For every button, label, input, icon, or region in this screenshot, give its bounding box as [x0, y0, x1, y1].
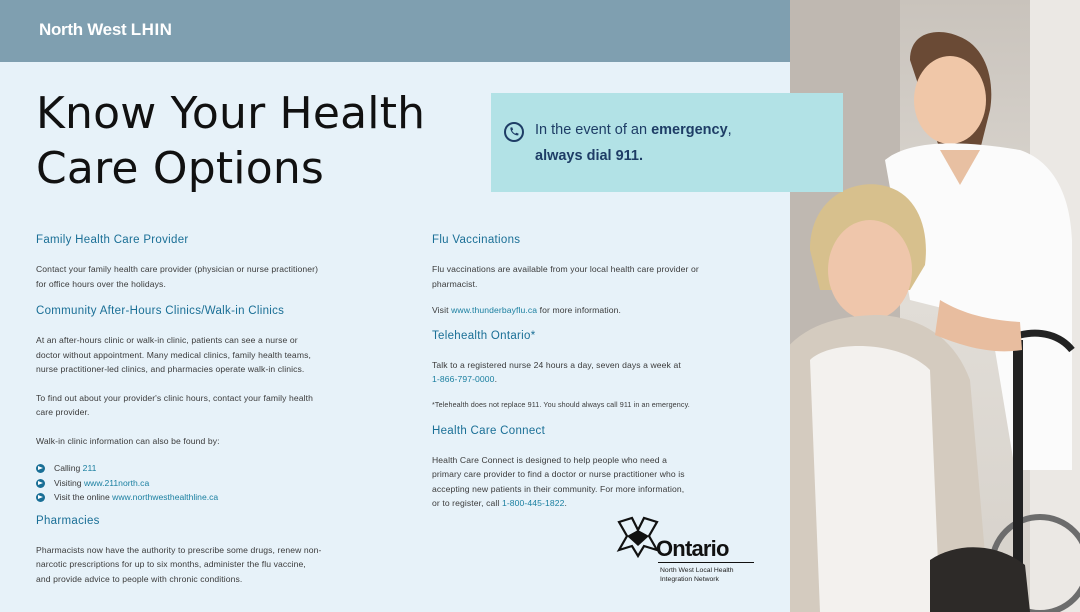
- bullet-text: Calling: [54, 463, 83, 473]
- flu-visit-pre: Visit: [432, 305, 452, 315]
- emergency-callout: [491, 93, 843, 192]
- hcc-l3: accepting new patients in their community. For more information,: [432, 483, 685, 494]
- arrow-right-icon: [36, 464, 45, 473]
- bullet-text: Visit the online: [54, 492, 113, 502]
- clinics-p3: Walk-in clinic information can also be found by:: [36, 435, 220, 446]
- logo-text-a: North West: [39, 20, 131, 39]
- arrow-right-icon: [36, 479, 45, 488]
- right-column: [432, 232, 752, 511]
- hcc-l2: primary care provider to find a doctor or nurse practitioner who is: [432, 469, 685, 479]
- clinics-p2: [36, 391, 396, 420]
- list-item: [36, 490, 396, 505]
- telehealth-heading: Telehealth Ontario*: [432, 329, 536, 342]
- tele-l1: Talk to a registered nurse 24 hours a day, seven days a week at: [432, 359, 681, 370]
- page-title: [36, 86, 425, 196]
- emergency-text: [535, 117, 732, 169]
- phone-211-link[interactable]: 211: [82, 463, 97, 473]
- ontario-subtitle: [660, 566, 734, 584]
- lhin-logo: [39, 20, 172, 40]
- title-line-1: Know Your Health: [36, 88, 426, 139]
- trillium-icon: [616, 516, 660, 558]
- flu-body: [432, 262, 752, 291]
- hcc-body: [432, 453, 752, 511]
- clinics-p2-l2: care provider.: [36, 407, 90, 417]
- flu-visit: [432, 303, 752, 318]
- ontario-wordmark: Ontario: [656, 536, 729, 561]
- ontario-logo: [616, 516, 766, 596]
- flu-heading: Flu Vaccinations: [432, 234, 521, 246]
- ontario-sub-1: North West Local Health: [660, 567, 734, 574]
- thunderbayflu-link[interactable]: www.thunderbayflu.ca: [451, 305, 538, 315]
- left-column: [36, 232, 396, 586]
- family-body: [36, 262, 396, 291]
- hcc-dot: .: [564, 498, 567, 508]
- emergency-text-2: ,: [727, 122, 732, 138]
- flu-visit-post: for more information.: [537, 305, 622, 315]
- title-line-2: Care Options: [36, 143, 325, 194]
- hcc-l1: Health Care Connect is designed to help people who need a: [432, 454, 668, 465]
- clinics-p1: [36, 333, 396, 377]
- flu-l2: pharmacist.: [432, 278, 478, 289]
- pharmacies-heading: Pharmacies: [36, 514, 100, 527]
- emergency-bold-2: always dial 911.: [535, 148, 644, 164]
- pharm-l2: narcotic prescriptions for up to six months, administer the flu vaccine,: [36, 559, 306, 569]
- header-bar: [0, 0, 790, 62]
- walk-in-list: [36, 461, 396, 505]
- arrow-right-icon: [36, 493, 45, 502]
- logo-text-b: LHIN: [130, 20, 173, 39]
- clinics-p2-l1: To find out about your provider's clinic hours, contact your family health: [36, 392, 314, 403]
- nurse-patient-photo: [790, 0, 1080, 612]
- emergency-text-1: In the event of an: [535, 122, 652, 138]
- clinics-p1-l2: doctor without appointment. Many medical clinics, family health teams,: [36, 349, 311, 360]
- 211north-link[interactable]: www.211north.ca: [83, 477, 150, 488]
- hcc-phone-link[interactable]: 1-800-445-1822: [501, 498, 565, 508]
- family-body-2: for office hours over the holidays.: [36, 278, 166, 289]
- family-body-1: Contact your family health care provider (physician or nurse practitioner): [36, 264, 319, 274]
- telehealth-phone-link[interactable]: 1-866-797-0000: [432, 374, 495, 384]
- flu-l1: Flu vaccinations are available from your local health care provider or: [432, 264, 699, 274]
- pharm-l3: and provide advice to people with chronic conditions.: [36, 573, 243, 584]
- pharmacies-body: [36, 543, 396, 587]
- tele-dot: .: [494, 374, 498, 384]
- list-item: [36, 461, 396, 476]
- clinics-p1-l3: nurse practitioner-led clinics, and pharmacies operate walk-in clinics.: [36, 364, 305, 374]
- hcc-l4-pre: or to register, call: [432, 498, 502, 508]
- list-item: [36, 476, 396, 491]
- hcc-heading: Health Care Connect: [432, 424, 546, 437]
- healthline-link[interactable]: www.northwesthealthline.ca: [112, 492, 219, 502]
- telehealth-note: *Telehealth does not replace 911. You should always call 911 in an emergency.: [432, 399, 690, 409]
- pharm-l1: Pharmacists now have the authority to prescribe some drugs, renew non-: [36, 544, 322, 555]
- ontario-rule: [658, 562, 754, 563]
- bullet-text: Visiting: [54, 477, 84, 488]
- family-heading: Family Health Care Provider: [36, 234, 189, 246]
- ontario-sub-2: Integration Network: [660, 576, 719, 583]
- telehealth-body: [432, 358, 752, 387]
- clinics-p1-l1: At an after-hours clinic or walk-in clinic, patients can see a nurse or: [36, 335, 298, 345]
- phone-icon: [504, 122, 524, 142]
- clinics-heading: Community After-Hours Clinics/Walk-in Clinics: [36, 305, 285, 317]
- emergency-bold-1: emergency: [651, 122, 728, 138]
